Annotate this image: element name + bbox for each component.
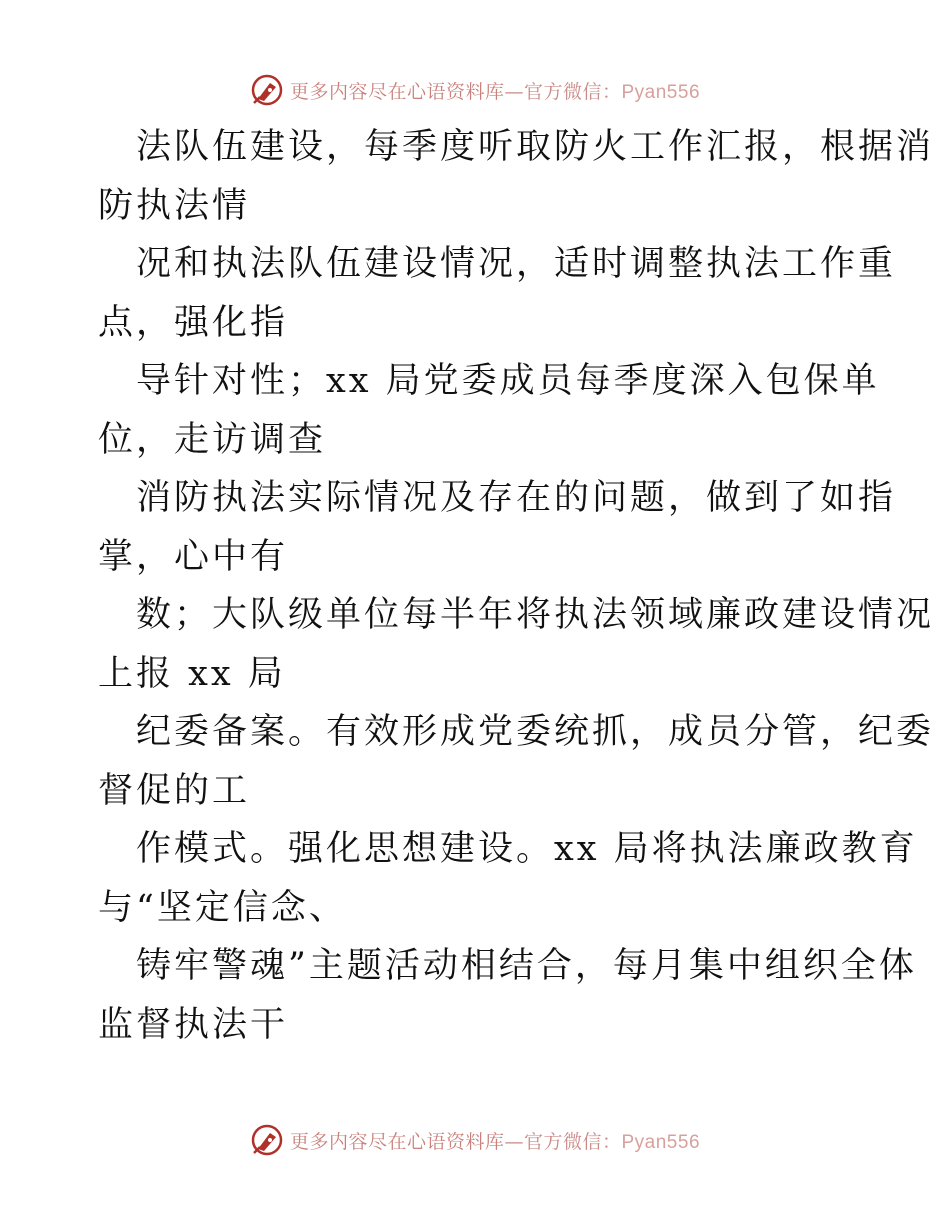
- text-line: 消防执法实际情况及存在的问题，做到了如指: [136, 478, 897, 518]
- text-line: 掌，心中有: [98, 536, 289, 577]
- text-line: 况和执法队伍建设情况，适时调整执法工作重: [136, 244, 897, 284]
- watermark-dash: —: [504, 1130, 524, 1153]
- watermark-brand: 更多内容尽在心语资料库: [289, 80, 505, 103]
- watermark-brand: 更多内容尽在心语资料库: [289, 1130, 505, 1153]
- text-line: 督促的工: [98, 770, 251, 811]
- document-body: [98, 118, 935, 1054]
- text-line: 与“坚定信念、: [98, 887, 347, 928]
- watermark-wechat-id: Pyan556: [621, 81, 701, 103]
- footer-watermark: [0, 1120, 950, 1160]
- text-line: 铸牢警魂”主题活动相结合，每月集中组织全体: [136, 946, 917, 986]
- text-line: 上报 xx 局: [98, 653, 286, 694]
- watermark-wechat-label: 官方微信：: [523, 1130, 622, 1153]
- text-line: 作模式。强化思想建设。xx 局将执法廉政教育: [136, 829, 918, 869]
- pen-nib-logo-icon: [250, 1123, 284, 1157]
- text-line: 法队伍建设，每季度听取防火工作汇报，根据消: [136, 127, 935, 167]
- watermark-dash: —: [504, 80, 524, 103]
- text-line: 数；大队级单位每半年将执法领域廉政建设情况: [136, 595, 935, 635]
- text-line: 防执法情: [98, 185, 251, 226]
- pen-nib-logo-icon: [250, 73, 284, 107]
- watermark-text: [290, 77, 700, 104]
- watermark-wechat-label: 官方微信：: [523, 80, 622, 103]
- watermark-wechat-id: Pyan556: [621, 1131, 701, 1153]
- text-line: 位，走访调查: [98, 419, 327, 460]
- text-line: 纪委备案。有效形成党委统抓，成员分管，纪委: [136, 712, 935, 752]
- header-watermark: [0, 70, 950, 110]
- text-line: 导针对性；xx 局党委成员每季度深入包保单: [136, 361, 880, 401]
- watermark-text: [290, 1127, 700, 1154]
- text-line: 点，强化指: [98, 302, 289, 343]
- text-line: 监督执法干: [98, 1004, 289, 1045]
